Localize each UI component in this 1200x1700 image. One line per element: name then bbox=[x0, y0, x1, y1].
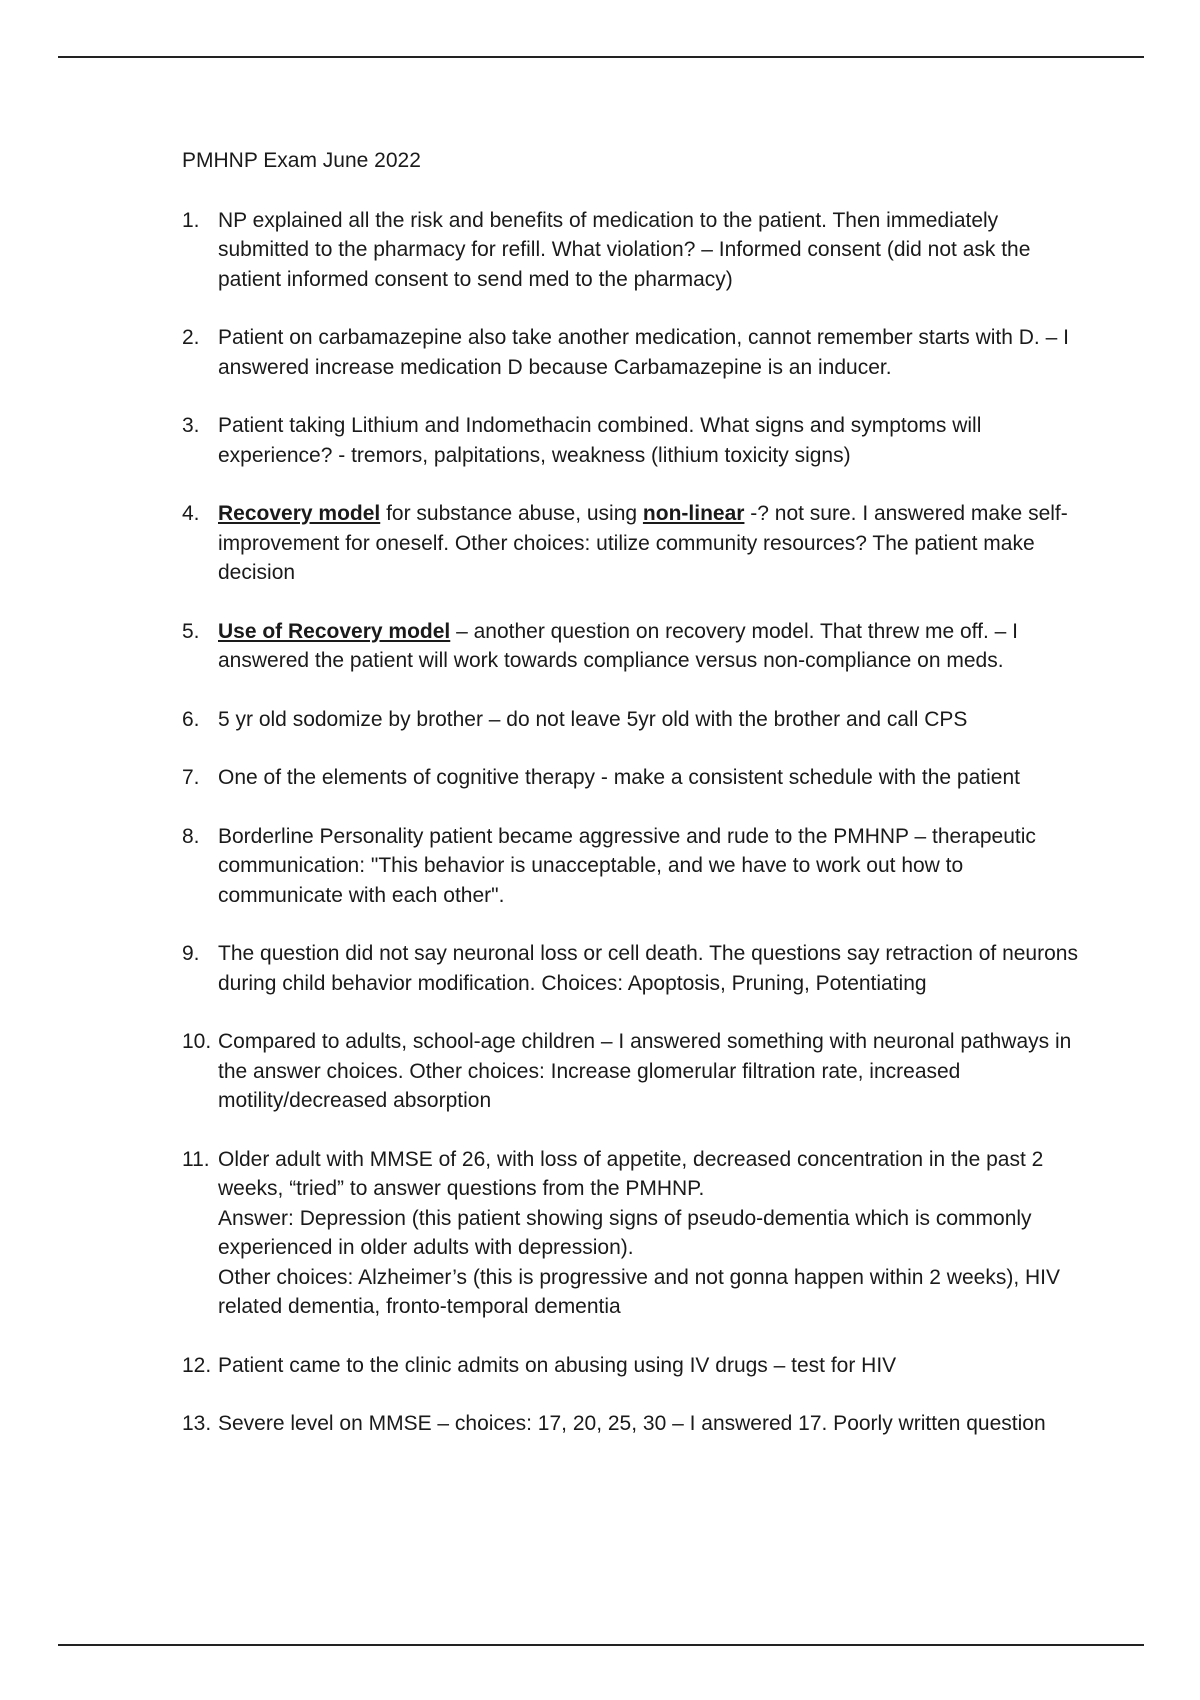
question-text-line: Older adult with MMSE of 26, with loss of appetite, decreased concentration in the past 2 weeks, “tried” to answer questions from the PMHNP. bbox=[218, 1147, 1044, 1200]
document-page bbox=[182, 146, 1082, 1468]
question-number: 11. bbox=[182, 1147, 210, 1171]
header-rule bbox=[58, 56, 1144, 58]
question-item bbox=[182, 1351, 1082, 1381]
question-text: The question did not say neuronal loss or cell death. The questions say retraction of neurons during child behavior modification. Choices: Apoptosis, Pruning, Potentiating bbox=[218, 942, 1078, 995]
question-text: Severe level on MMSE – choices: 17, 20, 25, 30 – I answered 17. Poorly written question bbox=[218, 1412, 1046, 1435]
question-number: 10. bbox=[182, 1030, 212, 1053]
question-item bbox=[182, 206, 1082, 295]
question-item bbox=[182, 499, 1082, 588]
emphasis-recovery-model: Recovery model bbox=[218, 502, 381, 525]
question-text: Borderline Personality patient became aggressive and rude to the PMHNP – therapeutic communication: "This behavior is unacceptable, and we have to work out how to communicate with each other". bbox=[218, 824, 1036, 907]
question-item bbox=[182, 1027, 1082, 1116]
question-list bbox=[182, 206, 1082, 1439]
question-text: Patient on carbamazepine also take another medication, cannot remember starts with D. – I answered increase medication D because Carbamazepine is an inducer. bbox=[218, 326, 1069, 379]
question-text: 5 yr old sodomize by brother – do not leave 5yr old with the brother and call CPS bbox=[218, 707, 968, 731]
question-number: 7. bbox=[182, 766, 200, 789]
question-number: 13. bbox=[182, 1412, 212, 1435]
question-item bbox=[182, 939, 1082, 998]
question-text: Compared to adults, school-age children – I answered something with neuronal pathways in the answer choices. Other choices: Increase glomerular filtration rate, increased motility/decreased absorption bbox=[218, 1030, 1072, 1112]
question-item bbox=[182, 411, 1082, 470]
question-item bbox=[182, 822, 1082, 911]
question-text: One of the elements of cognitive therapy - make a consistent schedule with the patient bbox=[218, 766, 1020, 789]
question-item bbox=[182, 763, 1082, 793]
emphasis-use-of-recovery-model: Use of Recovery model bbox=[218, 619, 451, 643]
question-text-mid: for substance abuse, using bbox=[380, 502, 643, 525]
question-number: 3. bbox=[182, 414, 200, 437]
document-title: PMHNP Exam June 2022 bbox=[182, 149, 421, 172]
footer-rule bbox=[58, 1644, 1144, 1646]
question-text-rest: – another question on recovery model. That threw me off. – I answered the patient will work towards compliance versus non-compliance on meds. bbox=[218, 619, 1018, 672]
question-item bbox=[182, 617, 1082, 676]
question-answer-line: Answer: Depression (this patient showing signs of pseudo-dementia which is commonly experienced in older adults with depression). bbox=[218, 1206, 1032, 1259]
question-number: 6. bbox=[182, 707, 200, 731]
question-text: Patient taking Lithium and Indomethacin combined. What signs and symptoms will experience? - tremors, palpitations, weakness (lithium toxicity signs) bbox=[218, 414, 982, 467]
emphasis-non-linear: non-linear bbox=[642, 502, 745, 525]
question-number: 4. bbox=[182, 502, 200, 525]
question-text: Patient came to the clinic admits on abusing using IV drugs – test for HIV bbox=[218, 1353, 897, 1377]
question-number: 9. bbox=[182, 942, 200, 965]
question-item bbox=[182, 705, 1082, 735]
question-number: 2. bbox=[182, 326, 200, 349]
question-number: 8. bbox=[182, 824, 200, 848]
question-text: NP explained all the risk and benefits of medication to the patient. Then immediately submitted to the pharmacy for refill. What violation? – Informed consent (did not ask the patient informed consent to send med to the pharmacy) bbox=[218, 208, 1031, 291]
question-number: 5. bbox=[182, 619, 200, 643]
question-other-choices-line: Other choices: Alzheimer’s (this is progressive and not gonna happen within 2 weeks), HIV related dementia, fronto-temporal dementia bbox=[218, 1265, 1060, 1318]
question-item bbox=[182, 1145, 1082, 1322]
question-text-rest: -? not sure. I answered make self-improvement for oneself. Other choices: utilize community resources? The patient make decision bbox=[218, 502, 1068, 584]
question-item bbox=[182, 1409, 1082, 1439]
question-number: 12. bbox=[182, 1353, 212, 1377]
question-item bbox=[182, 323, 1082, 382]
question-number: 1. bbox=[182, 208, 200, 232]
